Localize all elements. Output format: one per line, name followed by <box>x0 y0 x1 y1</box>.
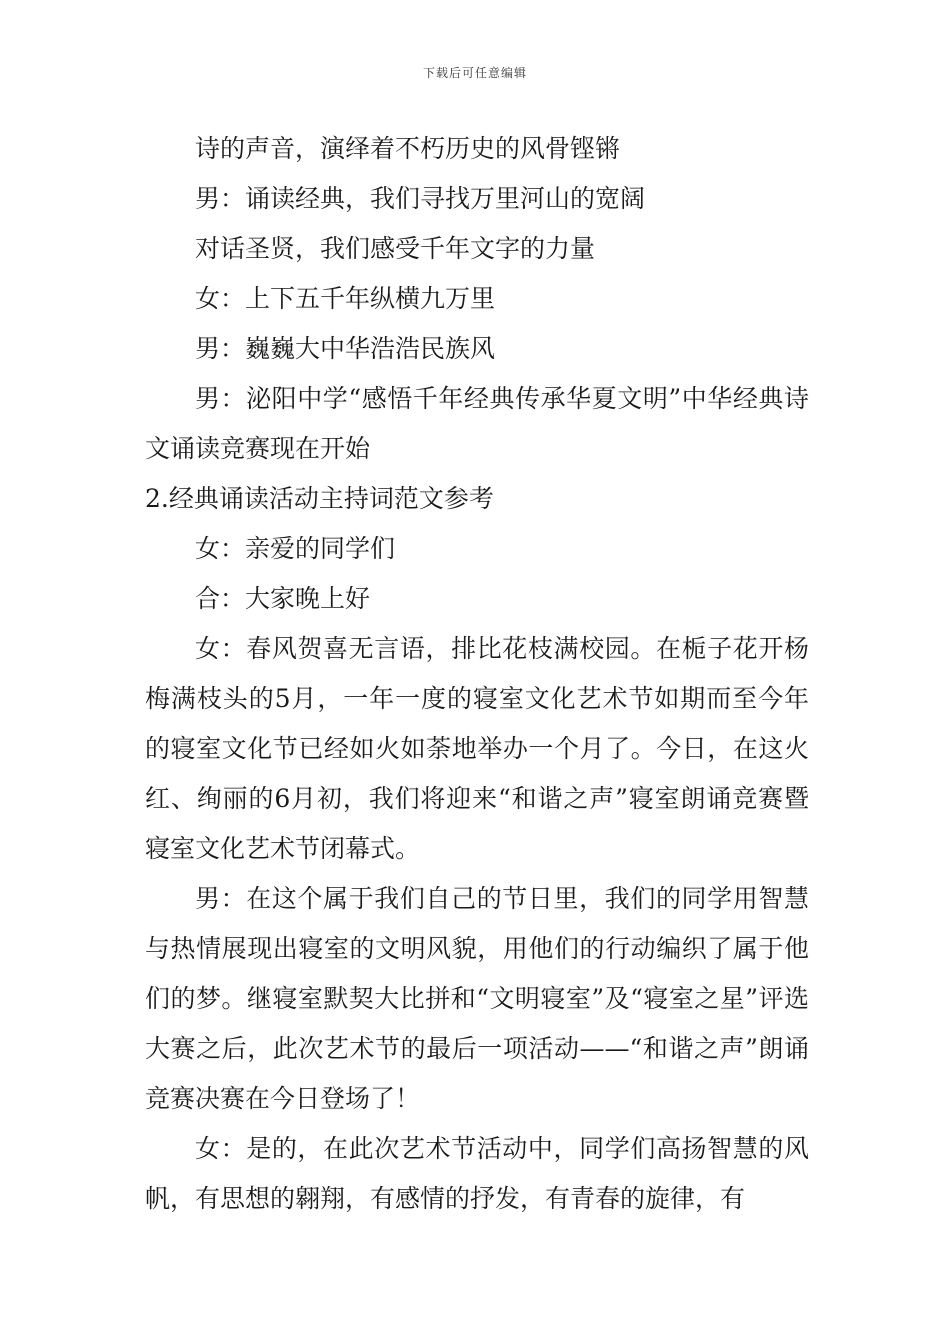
paragraph: 男：巍巍大中华浩浩民族风 <box>195 334 496 363</box>
paragraph: 女：春风贺喜无言语，排比花枝满校园。在栀子花开杨梅满枝头的5月，一年一度的寝室文化艺术节如期而至今年的寝室文化节已经如火如荼地举办一个月了。今日，在这火红、绚丽的6月初，我们将迎来“和谐之声”寝室朗诵竞赛暨寝室文化艺术节闭幕式。 <box>145 634 809 863</box>
document-body <box>145 124 809 1224</box>
paragraph: 男：泌阳中学“感悟千年经典传承华夏文明”中华经典诗文诵读竞赛现在开始 <box>145 384 809 463</box>
paragraph: 女：上下五千年纵横九万里 <box>195 284 496 313</box>
paragraph: 诗的声音，演绎着不朽历史的风骨铿锵 <box>195 134 621 163</box>
page-header: 下载后可任意编辑 <box>422 66 527 80</box>
paragraph: 男：在这个属于我们自己的节日里，我们的同学用智慧与热情展现出寝室的文明风貌，用他们的行动编织了属于他们的梦。继寝室默契大比拼和“文明寝室”及“寝室之星”评选大赛之后，此次艺术节的最后一项活动——“和谐之声”朗诵竞赛决赛在今日登场了！ <box>145 884 809 1113</box>
paragraph: 对话圣贤，我们感受千年文字的力量 <box>195 234 596 263</box>
paragraph: 合：大家晚上好 <box>195 584 371 613</box>
paragraph: 女：是的，在此次艺术节活动中，同学们高扬智慧的风帆，有思想的翱翔，有感情的抒发，有青春的旋律，有 <box>145 1134 809 1213</box>
paragraph: 女：亲爱的同学们 <box>195 534 396 563</box>
section-heading: 2.经典诵读活动主持词范文参考 <box>145 484 494 513</box>
paragraph: 男：诵读经典，我们寻找万里河山的宽阔 <box>195 184 646 213</box>
